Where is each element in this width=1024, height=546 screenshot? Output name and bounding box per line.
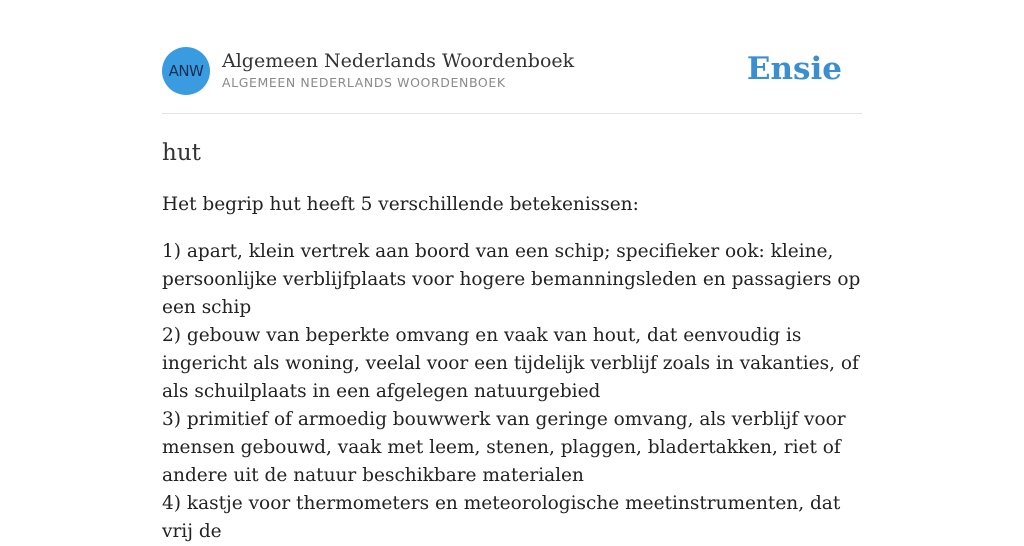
site-subtitle: ALGEMEEN NEDERLANDS WOORDENBOEK <box>222 75 506 90</box>
sense-item: 4) kastje voor thermometers en meteorologische meetinstrumenten, dat vrij de <box>162 493 841 542</box>
header-divider <box>162 113 862 114</box>
page <box>162 0 862 546</box>
site-titles <box>222 51 574 91</box>
page-title: hut <box>162 140 201 166</box>
sense-item: 2) gebouw van beperkte omvang en vaak van hout, dat eenvoudig is ingericht als woning, veelal voor een tijdelijk verblijf zoals in vakanties, of als schuilplaats in een afgelegen natuurgebied <box>162 325 859 402</box>
sense-list <box>162 238 862 546</box>
intro-text: Het begrip hut heeft 5 verschillende betekenissen: <box>162 194 639 215</box>
sense-item: 3) primitief of armoedig bouwwerk van geringe omvang, als verblijf voor mensen gebouwd, vaak met leem, stenen, plaggen, bladertakken, riet of andere uit de natuur beschikbare materialen <box>162 409 846 486</box>
sense-item: 1) apart, klein vertrek aan boord van een schip; specifieker ook: kleine, persoonlijke verblijfplaats voor hogere bemanningsleden en passagiers op een schip <box>162 241 861 318</box>
site-header <box>162 47 862 95</box>
anw-logo[interactable]: ANW <box>162 47 210 95</box>
site-title[interactable]: Algemeen Nederlands Woordenboek <box>222 50 575 72</box>
ensie-brand-logo[interactable]: Ensie <box>746 51 842 87</box>
